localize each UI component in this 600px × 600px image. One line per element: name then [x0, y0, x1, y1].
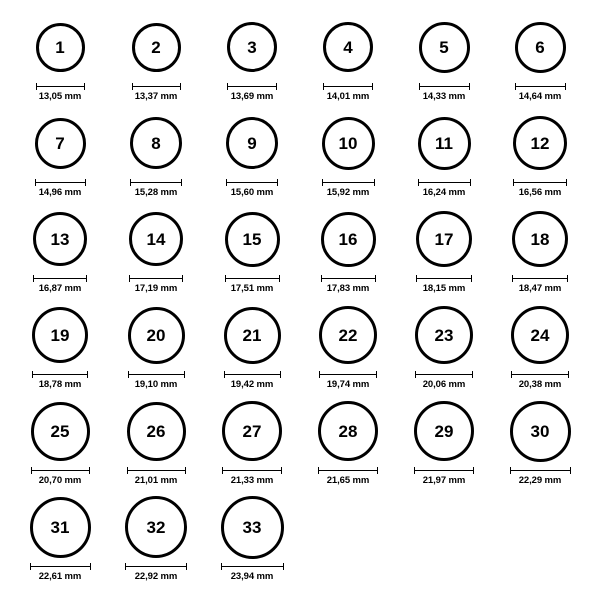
dimension-annotation	[35, 179, 86, 198]
ring-size-cell	[396, 110, 492, 198]
ring-circle-wrapper	[510, 398, 571, 464]
dimension-annotation	[227, 83, 277, 102]
dimension-annotation	[323, 83, 373, 102]
ring-circle-wrapper	[319, 302, 377, 368]
dimension-annotation	[30, 563, 91, 582]
ring-circle	[224, 307, 281, 364]
ring-circle-wrapper	[323, 14, 373, 80]
ring-circle	[31, 402, 90, 461]
ring-diameter-label: 16,87 mm	[38, 283, 82, 294]
ring-size-number: 4	[343, 37, 353, 57]
ring-size-cell	[12, 398, 108, 486]
ring-circle	[418, 117, 471, 170]
dimension-line	[221, 566, 284, 567]
ring-size-number: 6	[535, 37, 545, 57]
ring-circle-wrapper	[414, 398, 474, 464]
ring-size-number: 31	[50, 517, 70, 537]
ring-circle-wrapper	[318, 398, 378, 464]
ring-diameter-label: 16,56 mm	[518, 187, 562, 198]
ring-size-number: 21	[242, 325, 262, 345]
dimension-line	[227, 86, 277, 87]
ring-circle-wrapper	[227, 14, 277, 80]
ring-circle	[515, 22, 566, 73]
ring-circle-wrapper	[416, 206, 472, 272]
dimension-annotation	[418, 179, 471, 198]
ring-diameter-label: 22,29 mm	[518, 475, 562, 486]
dimension-annotation	[221, 563, 284, 582]
ring-size-number: 11	[435, 133, 453, 153]
dimension-line	[226, 182, 278, 183]
dimension-line	[33, 278, 87, 279]
dimension-bar-icon	[127, 467, 186, 474]
ring-circle-wrapper	[35, 110, 86, 176]
ring-diameter-label: 18,15 mm	[422, 283, 466, 294]
ring-diameter-label: 15,28 mm	[134, 187, 178, 198]
ring-circle-wrapper	[511, 302, 569, 368]
ring-size-number: 27	[242, 421, 262, 441]
ring-circle	[125, 496, 187, 558]
ring-circle-wrapper	[415, 302, 473, 368]
ring-size-number: 20	[146, 325, 166, 345]
ring-size-cell	[108, 206, 204, 294]
ring-size-number: 5	[439, 37, 449, 57]
dimension-bar-icon	[510, 467, 571, 474]
ring-diameter-label: 18,47 mm	[518, 283, 562, 294]
ring-size-cell	[396, 206, 492, 294]
ring-size-cell	[492, 302, 588, 390]
ring-circle	[35, 118, 86, 169]
ring-diameter-label: 21,65 mm	[326, 475, 370, 486]
ring-size-number: 10	[338, 133, 358, 153]
ring-size-cell	[396, 302, 492, 390]
dimension-line	[128, 374, 185, 375]
dimension-annotation	[125, 563, 187, 582]
ring-size-cell	[12, 110, 108, 198]
dimension-bar-icon	[130, 179, 182, 186]
ring-circle	[221, 496, 284, 559]
ring-circle-wrapper	[128, 302, 185, 368]
dimension-annotation	[511, 371, 569, 390]
dimension-line	[129, 278, 183, 279]
dimension-bar-icon	[319, 371, 377, 378]
dimension-bar-icon	[31, 467, 90, 474]
ring-size-cell	[300, 302, 396, 390]
dimension-line	[130, 182, 182, 183]
ring-circle-wrapper	[31, 398, 90, 464]
ring-circle-wrapper	[515, 14, 566, 80]
dimension-annotation	[513, 179, 567, 198]
ring-size-number: 19	[50, 325, 70, 345]
ring-diameter-label: 16,24 mm	[422, 187, 466, 198]
ring-size-number: 26	[146, 421, 166, 441]
ring-circle	[225, 212, 280, 267]
dimension-bar-icon	[30, 563, 91, 570]
ring-size-cell	[492, 206, 588, 294]
dimension-line	[30, 566, 91, 567]
dimension-line	[322, 182, 375, 183]
ring-diameter-label: 17,83 mm	[326, 283, 370, 294]
ring-circle-wrapper	[222, 398, 282, 464]
ring-size-number: 1	[55, 37, 65, 57]
ring-circle	[414, 401, 474, 461]
ring-size-cell	[108, 494, 204, 582]
dimension-line	[36, 86, 85, 87]
dimension-bar-icon	[322, 179, 375, 186]
ring-circle-wrapper	[129, 206, 183, 272]
ring-circle-wrapper	[513, 110, 567, 176]
ring-size-number: 13	[50, 229, 70, 249]
ring-size-cell	[300, 398, 396, 486]
ring-circle-wrapper	[321, 206, 376, 272]
ring-size-cell	[204, 398, 300, 486]
dimension-line	[32, 374, 88, 375]
ring-size-number: 16	[338, 229, 358, 249]
ring-size-number: 15	[242, 229, 262, 249]
dimension-line	[510, 470, 571, 471]
ring-diameter-label: 13,05 mm	[38, 91, 82, 102]
dimension-bar-icon	[512, 275, 568, 282]
ring-size-cell	[396, 14, 492, 102]
dimension-bar-icon	[226, 179, 278, 186]
ring-diameter-label: 13,69 mm	[230, 91, 274, 102]
ring-size-number: 12	[530, 133, 550, 153]
ring-size-cell	[108, 398, 204, 486]
ring-circle	[128, 307, 185, 364]
dimension-annotation	[32, 371, 88, 390]
ring-circle	[511, 306, 569, 364]
ring-size-cell	[12, 302, 108, 390]
ring-size-number: 22	[338, 325, 358, 345]
ring-circle	[513, 116, 567, 170]
dimension-bar-icon	[224, 371, 281, 378]
ring-circle	[416, 211, 472, 267]
ring-circle	[127, 402, 186, 461]
ring-circle	[323, 22, 373, 72]
dimension-bar-icon	[125, 563, 187, 570]
ring-size-number: 8	[151, 133, 161, 153]
dimension-bar-icon	[33, 275, 87, 282]
dimension-bar-icon	[222, 467, 282, 474]
ring-size-cell	[204, 206, 300, 294]
ring-circle-wrapper	[36, 14, 85, 80]
ring-circle-wrapper	[418, 110, 471, 176]
ring-circle	[32, 307, 88, 363]
dimension-bar-icon	[129, 275, 183, 282]
dimension-bar-icon	[511, 371, 569, 378]
ring-circle-wrapper	[226, 110, 278, 176]
dimension-line	[419, 86, 470, 87]
ring-size-cell	[300, 14, 396, 102]
dimension-line	[415, 374, 473, 375]
ring-diameter-label: 20,70 mm	[38, 475, 82, 486]
dimension-annotation	[36, 83, 85, 102]
ring-circle	[318, 401, 378, 461]
ring-size-number: 18	[530, 229, 550, 249]
dimension-bar-icon	[415, 371, 473, 378]
dimension-annotation	[415, 371, 473, 390]
dimension-line	[416, 278, 472, 279]
dimension-bar-icon	[321, 275, 376, 282]
ring-size-number: 28	[338, 421, 358, 441]
ring-circle	[419, 22, 470, 73]
ring-diameter-label: 19,74 mm	[326, 379, 370, 390]
ring-circle	[129, 212, 183, 266]
dimension-bar-icon	[128, 371, 185, 378]
ring-size-cell	[300, 206, 396, 294]
dimension-annotation	[414, 467, 474, 486]
ring-circle-wrapper	[132, 14, 181, 80]
ring-circle-wrapper	[130, 110, 182, 176]
ring-diameter-label: 19,10 mm	[134, 379, 178, 390]
ring-circle-wrapper	[419, 14, 470, 80]
dimension-bar-icon	[323, 83, 373, 90]
dimension-annotation	[130, 179, 182, 198]
ring-circle	[36, 23, 85, 72]
dimension-annotation	[510, 467, 571, 486]
ring-size-cell	[12, 14, 108, 102]
ring-circle-wrapper	[127, 398, 186, 464]
ring-size-cell	[300, 110, 396, 198]
dimension-line	[323, 86, 373, 87]
dimension-line	[132, 86, 181, 87]
ring-size-number: 33	[242, 517, 262, 537]
ring-diameter-label: 14,96 mm	[38, 187, 82, 198]
ring-circle	[222, 401, 282, 461]
ring-circle-wrapper	[224, 302, 281, 368]
dimension-bar-icon	[132, 83, 181, 90]
dimension-annotation	[225, 275, 280, 294]
ring-size-number: 3	[247, 37, 257, 57]
dimension-bar-icon	[32, 371, 88, 378]
ring-circle	[33, 212, 87, 266]
ring-circle	[132, 23, 181, 72]
ring-size-number: 29	[434, 421, 454, 441]
ring-circle	[30, 497, 91, 558]
dimension-annotation	[127, 467, 186, 486]
ring-size-number: 23	[434, 325, 454, 345]
dimension-annotation	[419, 83, 470, 102]
ring-circle	[321, 212, 376, 267]
dimension-line	[35, 182, 86, 183]
ring-size-cell	[108, 110, 204, 198]
dimension-line	[224, 374, 281, 375]
dimension-line	[125, 566, 187, 567]
ring-diameter-label: 21,33 mm	[230, 475, 274, 486]
ring-circle-wrapper	[221, 494, 284, 560]
ring-size-number: 30	[530, 421, 550, 441]
ring-size-cell	[492, 398, 588, 486]
dimension-bar-icon	[513, 179, 567, 186]
ring-diameter-label: 21,97 mm	[422, 475, 466, 486]
dimension-line	[414, 470, 474, 471]
ring-diameter-label: 17,51 mm	[230, 283, 274, 294]
ring-diameter-label: 15,60 mm	[230, 187, 274, 198]
ring-size-number: 14	[146, 229, 166, 249]
dimension-line	[515, 86, 566, 87]
dimension-annotation	[132, 83, 181, 102]
ring-diameter-label: 19,42 mm	[230, 379, 274, 390]
ring-size-number: 32	[146, 517, 166, 537]
dimension-bar-icon	[414, 467, 474, 474]
dimension-bar-icon	[35, 179, 86, 186]
ring-diameter-label: 14,33 mm	[422, 91, 466, 102]
ring-circle	[512, 211, 568, 267]
dimension-annotation	[318, 467, 378, 486]
ring-circle-wrapper	[225, 206, 280, 272]
ring-size-cell	[204, 302, 300, 390]
ring-circle	[227, 22, 277, 72]
ring-circle	[319, 306, 377, 364]
ring-circle	[415, 306, 473, 364]
dimension-line	[225, 278, 280, 279]
dimension-annotation	[33, 275, 87, 294]
ring-size-cell	[12, 206, 108, 294]
dimension-bar-icon	[418, 179, 471, 186]
ring-size-cell	[108, 14, 204, 102]
dimension-bar-icon	[36, 83, 85, 90]
ring-size-cell	[108, 302, 204, 390]
ring-circle-wrapper	[33, 206, 87, 272]
ring-size-cell	[204, 494, 300, 582]
ring-size-cell	[204, 14, 300, 102]
dimension-bar-icon	[419, 83, 470, 90]
ring-circle-wrapper	[30, 494, 91, 560]
dimension-annotation	[226, 179, 278, 198]
dimension-annotation	[319, 371, 377, 390]
dimension-annotation	[515, 83, 566, 102]
ring-diameter-label: 22,92 mm	[134, 571, 178, 582]
dimension-line	[31, 470, 90, 471]
dimension-annotation	[222, 467, 282, 486]
ring-size-cell	[12, 494, 108, 582]
dimension-bar-icon	[225, 275, 280, 282]
ring-diameter-label: 14,64 mm	[518, 91, 562, 102]
ring-size-cell	[204, 110, 300, 198]
dimension-bar-icon	[318, 467, 378, 474]
ring-diameter-label: 18,78 mm	[38, 379, 82, 390]
ring-circle-wrapper	[512, 206, 568, 272]
ring-size-number: 2	[151, 37, 161, 57]
ring-size-number: 9	[247, 133, 257, 153]
ring-circle-wrapper	[322, 110, 375, 176]
ring-size-cell	[396, 398, 492, 486]
dimension-bar-icon	[227, 83, 277, 90]
ring-circle-wrapper	[32, 302, 88, 368]
dimension-bar-icon	[416, 275, 472, 282]
ring-circle	[130, 117, 182, 169]
dimension-line	[222, 470, 282, 471]
ring-circle	[226, 117, 278, 169]
dimension-line	[513, 182, 567, 183]
dimension-line	[418, 182, 471, 183]
dimension-line	[512, 278, 568, 279]
dimension-annotation	[416, 275, 472, 294]
dimension-annotation	[322, 179, 375, 198]
dimension-annotation	[321, 275, 376, 294]
dimension-line	[511, 374, 569, 375]
ring-size-number: 25	[50, 421, 70, 441]
dimension-bar-icon	[515, 83, 566, 90]
ring-size-number: 17	[434, 229, 454, 249]
ring-size-cell	[492, 14, 588, 102]
ring-diameter-label: 23,94 mm	[230, 571, 274, 582]
dimension-line	[319, 374, 377, 375]
dimension-line	[318, 470, 378, 471]
ring-size-number: 7	[55, 133, 65, 153]
ring-circle	[322, 117, 375, 170]
dimension-annotation	[129, 275, 183, 294]
ring-diameter-label: 22,61 mm	[38, 571, 82, 582]
ring-diameter-label: 15,92 mm	[326, 187, 370, 198]
ring-diameter-label: 20,38 mm	[518, 379, 562, 390]
ring-circle-wrapper	[125, 494, 187, 560]
ring-circle	[510, 401, 571, 462]
dimension-annotation	[128, 371, 185, 390]
ring-diameter-label: 14,01 mm	[326, 91, 370, 102]
ring-size-number: 24	[530, 325, 550, 345]
dimension-annotation	[224, 371, 281, 390]
dimension-annotation	[31, 467, 90, 486]
dimension-line	[321, 278, 376, 279]
dimension-bar-icon	[221, 563, 284, 570]
ring-diameter-label: 21,01 mm	[134, 475, 178, 486]
dimension-annotation	[512, 275, 568, 294]
ring-diameter-label: 17,19 mm	[134, 283, 178, 294]
ring-diameter-label: 13,37 mm	[134, 91, 178, 102]
ring-diameter-label: 20,06 mm	[422, 379, 466, 390]
dimension-line	[127, 470, 186, 471]
ring-size-cell	[492, 110, 588, 198]
